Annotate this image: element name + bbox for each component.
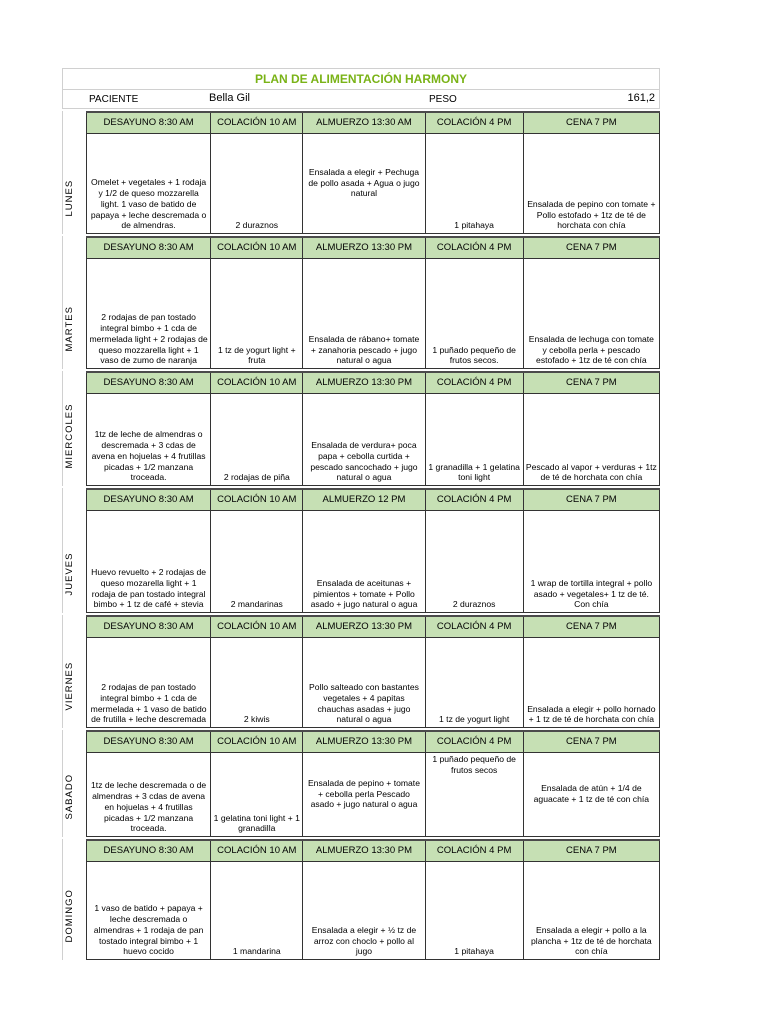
meal-header: ALMUERZO 13:30 PM xyxy=(303,616,425,638)
meal-cell: Ensalada a elegir + pollo a la plancha + 1tz de té de horchata con chía xyxy=(523,862,659,960)
header-row xyxy=(87,489,660,511)
weight-value: 161,2 xyxy=(627,92,655,104)
day-label xyxy=(62,615,87,728)
meal-header: CENA 7 PM xyxy=(523,372,659,394)
meal-header: CENA 7 PM xyxy=(523,616,659,638)
day-name: DOMINGO xyxy=(64,889,75,943)
meal-cell: 1 tz de yogurt light xyxy=(425,638,523,728)
patient-row xyxy=(62,89,660,109)
day-label xyxy=(62,236,87,369)
meal-header: COLACIÓN 10 AM xyxy=(211,112,303,134)
day-name: VIERNES xyxy=(64,661,75,711)
meal-header: COLACIÓN 10 AM xyxy=(211,616,303,638)
day-table xyxy=(86,236,660,369)
meal-cell: Omelet + vegetales + 1 rodaja y 1/2 de queso mozzarella light. 1 vaso de batido de papaya + leche descremada o de almendras. xyxy=(87,134,211,234)
meal-header: COLACIÓN 10 AM xyxy=(211,237,303,259)
meal-header: CENA 7 PM xyxy=(523,237,659,259)
meal-cell: 1 pitahaya xyxy=(425,134,523,234)
meal-header: DESAYUNO 8:30 AM xyxy=(87,840,211,862)
day-table xyxy=(86,615,660,728)
meal-cell: Ensalada a elegir + pollo hornado + 1 tz de té de horchata con chía xyxy=(523,638,659,728)
meal-cell: Ensalada de rábano+ tomate + zanahoria pescado + jugo natural o agua xyxy=(303,259,425,369)
header-row xyxy=(87,616,660,638)
meal-cell: Pescado al vapor + verduras + 1tz de té de horchata con chía xyxy=(523,394,659,486)
meal-cell: 1 puñado pequeño de frutos secos xyxy=(425,753,523,837)
meal-header: ALMUERZO 13:30 PM xyxy=(303,731,425,753)
header-row xyxy=(87,372,660,394)
meal-header: COLACIÓN 4 PM xyxy=(425,840,523,862)
header-row xyxy=(87,731,660,753)
meal-cell: Ensalada de pepino + tomate + cebolla perla Pescado asado + jugo natural o agua xyxy=(303,753,425,837)
days-container xyxy=(62,111,660,960)
meal-header: COLACIÓN 10 AM xyxy=(211,489,303,511)
weight-label: PESO xyxy=(429,94,457,105)
day-table xyxy=(86,111,660,234)
meal-row xyxy=(87,134,660,234)
meal-cell: 1 vaso de batido + papaya + leche descremada o almendras + 1 rodaja de pan tostado integral bimbo + 1 huevo cocido xyxy=(87,862,211,960)
meal-header: COLACIÓN 10 AM xyxy=(211,731,303,753)
meal-cell: 1 puñado pequeño de frutos secos. xyxy=(425,259,523,369)
meal-cell: 2 duraznos xyxy=(425,511,523,613)
meal-header: COLACIÓN 4 PM xyxy=(425,731,523,753)
patient-label: PACIENTE xyxy=(89,94,139,105)
day-table xyxy=(86,488,660,613)
day-label xyxy=(62,730,87,837)
meal-header: DESAYUNO 8:30 AM xyxy=(87,731,211,753)
meal-header: DESAYUNO 8:30 AM xyxy=(87,489,211,511)
meal-cell: 1 gelatina toni light + 1 granadilla xyxy=(211,753,303,837)
meal-header: COLACIÓN 4 PM xyxy=(425,616,523,638)
meal-header: ALMUERZO 13:30 AM xyxy=(303,112,425,134)
meal-row xyxy=(87,511,660,613)
meal-header: DESAYUNO 8:30 AM xyxy=(87,372,211,394)
meal-cell: Ensalada de lechuga con tomate y cebolla perla + pescado estofado + 1tz de té con chía xyxy=(523,259,659,369)
meal-cell: Ensalada de aceitunas + pimientos + tomate + Pollo asado + jugo natural o agua xyxy=(303,511,425,613)
day-name: LUNES xyxy=(64,179,75,217)
header-row xyxy=(87,840,660,862)
meal-header: ALMUERZO 13:30 PM xyxy=(303,237,425,259)
meal-cell: Ensalada de verdura+ poca papa + cebolla curtida + pescado sancochado + jugo natural o agua xyxy=(303,394,425,486)
day-name: MARTES xyxy=(64,306,75,352)
day-label xyxy=(62,111,87,234)
meal-header: COLACIÓN 4 PM xyxy=(425,489,523,511)
meal-cell: Pollo salteado con bastantes vegetales + 4 papitas chauchas asadas + jugo natural o agua xyxy=(303,638,425,728)
meal-header: DESAYUNO 8:30 AM xyxy=(87,237,211,259)
meal-cell: Huevo revuelto + 2 rodajas de queso mozarella light + 1 rodaja de pan tostado integral bimbo + 1 tz de café + stevia xyxy=(87,511,211,613)
meal-cell: 1tz de leche de almendras o descremada + 3 cdas de avena en hojuelas + 4 frutillas picadas + 1/2 manzana troceada. xyxy=(87,394,211,486)
meal-row xyxy=(87,638,660,728)
meal-header: COLACIÓN 4 PM xyxy=(425,372,523,394)
meal-row xyxy=(87,862,660,960)
day-block-domingo xyxy=(62,839,660,960)
day-block-sabado xyxy=(62,730,660,837)
meal-cell: 2 mandarinas xyxy=(211,511,303,613)
day-label xyxy=(62,839,87,960)
meal-cell: Ensalada a elegir + ½ tz de arroz con choclo + pollo al jugo xyxy=(303,862,425,960)
day-block-miercoles xyxy=(62,371,660,486)
meal-header: ALMUERZO 13:30 PM xyxy=(303,840,425,862)
day-name: JUEVES xyxy=(64,552,75,596)
meal-header: COLACIÓN 4 PM xyxy=(425,112,523,134)
day-block-viernes xyxy=(62,615,660,728)
meal-cell: 1 granadilla + 1 gelatina toni light xyxy=(425,394,523,486)
meal-cell: 2 kiwis xyxy=(211,638,303,728)
day-table xyxy=(86,839,660,960)
day-label xyxy=(62,371,87,486)
meal-row xyxy=(87,753,660,837)
day-name: SABADO xyxy=(64,773,75,820)
day-block-martes xyxy=(62,236,660,369)
meal-header: ALMUERZO 13:30 PM xyxy=(303,372,425,394)
day-block-lunes xyxy=(62,111,660,234)
page-title: PLAN DE ALIMENTACIÓN HARMONY xyxy=(62,68,660,89)
meal-cell: 2 rodajas de pan tostado integral bimbo + 1 cda de mermelada + 1 vaso de batido de frutilla + leche descremada xyxy=(87,638,211,728)
meal-row xyxy=(87,259,660,369)
meal-header: ALMUERZO 12 PM xyxy=(303,489,425,511)
meal-cell: 2 rodajas de pan tostado integral bimbo + 1 cda de mermelada light + 2 rodajas de queso mozzarella light + 1 vaso de zumo de naranja xyxy=(87,259,211,369)
meal-cell: 1tz de leche descremada o de almendras + 3 cdas de avena en hojuelas + 4 frutillas picadas + 1/2 manzana troceada. xyxy=(87,753,211,837)
meal-header: COLACIÓN 10 AM xyxy=(211,372,303,394)
meal-cell: 1 wrap de tortilla integral + pollo asado + vegetales+ 1 tz de té. Con chía xyxy=(523,511,659,613)
header-row xyxy=(87,237,660,259)
meal-cell: 1 pitahaya xyxy=(425,862,523,960)
meal-row xyxy=(87,394,660,486)
day-table xyxy=(86,371,660,486)
meal-header: CENA 7 PM xyxy=(523,840,659,862)
meal-header: COLACIÓN 10 AM xyxy=(211,840,303,862)
meal-header: CENA 7 PM xyxy=(523,489,659,511)
meal-header: CENA 7 PM xyxy=(523,731,659,753)
meal-header: DESAYUNO 8:30 AM xyxy=(87,112,211,134)
meal-cell: 1 mandarina xyxy=(211,862,303,960)
patient-name: Bella Gil xyxy=(209,92,250,104)
day-block-jueves xyxy=(62,488,660,613)
meal-header: CENA 7 PM xyxy=(523,112,659,134)
meal-cell: 1 tz de yogurt light + fruta xyxy=(211,259,303,369)
meal-cell: Ensalada a elegir + Pechuga de pollo asada + Agua o jugo natural xyxy=(303,134,425,234)
meal-cell: 2 duraznos xyxy=(211,134,303,234)
meal-plan-sheet xyxy=(62,68,660,960)
meal-cell: 2 rodajas de piña xyxy=(211,394,303,486)
day-label xyxy=(62,488,87,613)
meal-header: COLACIÓN 4 PM xyxy=(425,237,523,259)
day-name: MIERCOLES xyxy=(64,403,75,469)
meal-cell: Ensalada de atún + 1/4 de aguacate + 1 tz de té con chía xyxy=(523,753,659,837)
day-table xyxy=(86,730,660,837)
meal-cell: Ensalada de pepino con tomate + Pollo estofado + 1tz de té de horchata con chía xyxy=(523,134,659,234)
meal-header: DESAYUNO 8:30 AM xyxy=(87,616,211,638)
header-row xyxy=(87,112,660,134)
